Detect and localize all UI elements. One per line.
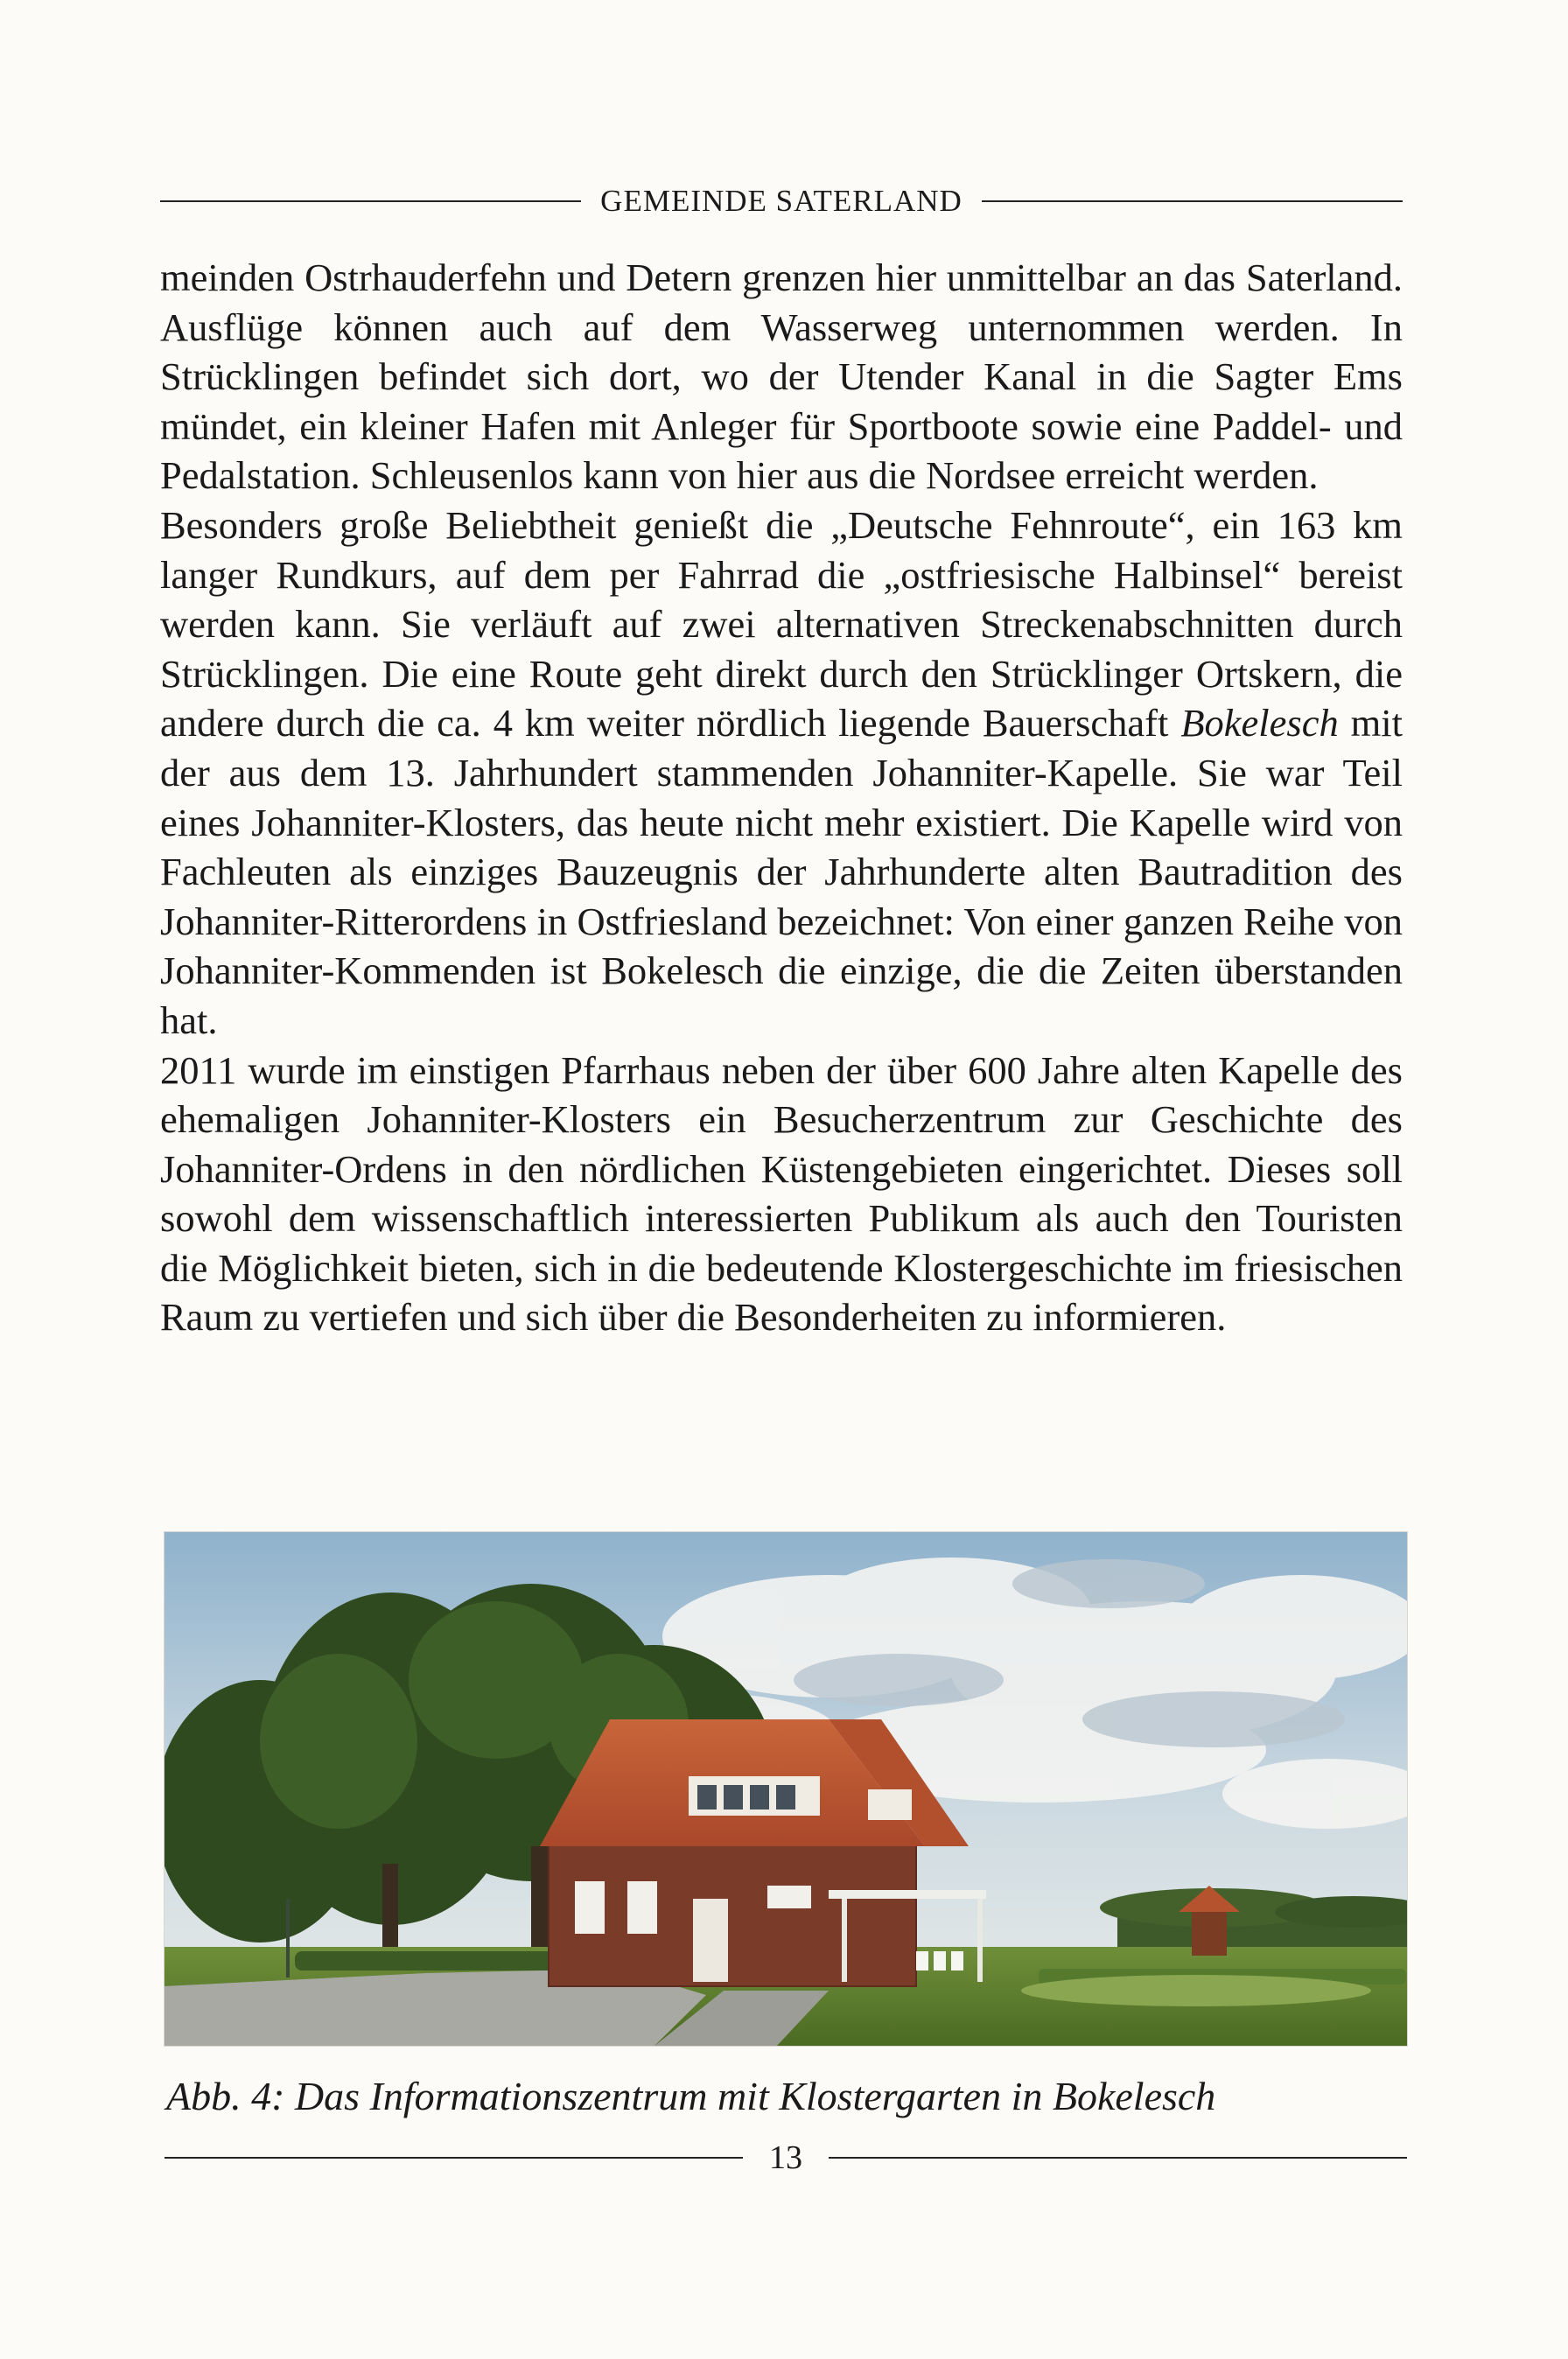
- paragraph-3-text: 2011 wurde im einstigen Pfarrhaus neben der über 600 Jahre alten Kapelle des ehemaligen Johanniter-Klosters ein Besucherzentrum zur Geschichte des Johanniter-Ordens in den nördlichen Küstengebieten eingerichtet. Dieses soll sowohl dem wissenschaftlich interessierten Publikum als auch den Touristen die Möglichkeit bieten, sich in die bedeutende Klostergeschichte im friesischen Raum zu vertiefen und sich über die Besonderheiten zu informieren.: [160, 1047, 1403, 1340]
- paragraph-1-text: meinden Ostrhauderfehn und Detern grenzen hier unmittelbar an das Saterland. Ausflüge können auch auf dem Wasserweg unternommen werden. In Strücklingen befindet sich dort, wo der Utender Kanal in die Sagter Ems mündet, ein kleiner Hafen mit Anleger für Sportboote sowie eine Paddel- und Pedalstation. Schleusenlos kann von hier aus die Nordsee erreicht werden.: [160, 256, 1403, 498]
- running-header: [160, 178, 1403, 224]
- header-rule-right: [982, 200, 1403, 202]
- paragraph-2-text-end: mit der aus dem 13. Jahrhundert stammenden Johanniter-Kapelle. Sie war Teil eines Johanniter-Klosters, das heute nicht mehr existiert. Die Kapelle wird von Fachleuten als einziges Bauzeugnis der Jahrhunderte alten Bautradition des Johanniter-Ritterordens in Ostfriesland bezeichnet: Von einer ganzen Reihe von Johanniter-Kommenden ist Bokelesch die einzige, die die Zeiten überstanden hat.: [160, 701, 1404, 1042]
- photo-illustration: [164, 1531, 1408, 2047]
- place-name-bokelesch: Bokelesch: [1180, 701, 1339, 746]
- header-rule-left: [160, 200, 581, 202]
- running-footer: [164, 2133, 1407, 2182]
- photo-information-center: [164, 1531, 1408, 2047]
- paragraph-2-text-start: Besonders große Beliebtheit genießt die „Deutsche Fehnroute“, ein 163 km langer Rundkurs, auf dem per Fahrrad die „ostfriesische Halbinsel“ bereist werden kann. Sie verläuft auf zwei alternativen Streckenabschnitten durch Strücklingen. Die eine Route geht direkt durch den Strücklinger Ortskern, die andere durch die ca. 4 km weiter nördlich liegende Bauerschaft: [160, 502, 1403, 746]
- body-text: [160, 253, 1403, 1342]
- paragraph-2: [160, 500, 1403, 1046]
- header-title: GEMEINDE SATERLAND: [600, 184, 962, 218]
- paragraph-3: [160, 1046, 1403, 1343]
- paragraph-1: [160, 253, 1403, 500]
- figure-caption: Abb. 4: Das Informationszentrum mit Klostergarten in Bokelesch: [166, 2074, 1216, 2118]
- page-number: 13: [769, 2139, 802, 2176]
- footer-rule-right: [829, 2157, 1407, 2159]
- footer-rule-left: [164, 2157, 743, 2159]
